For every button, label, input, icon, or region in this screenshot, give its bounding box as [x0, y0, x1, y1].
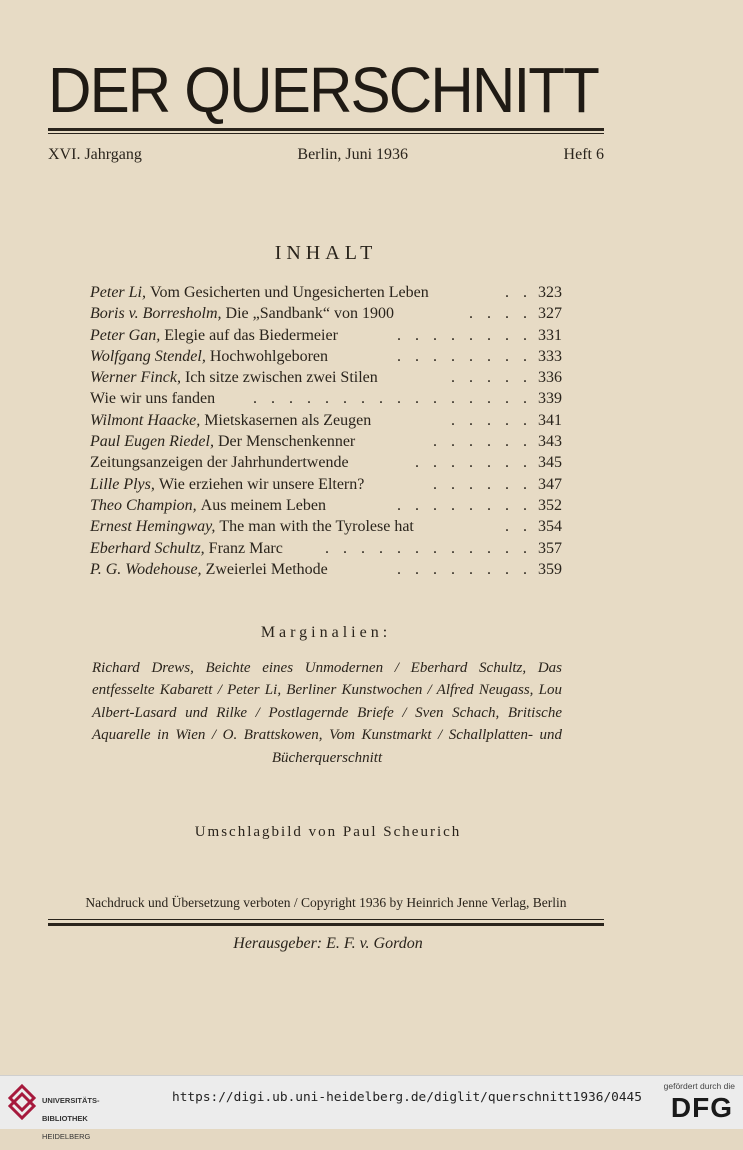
toc-page: 327 — [538, 305, 562, 323]
toc-author: Peter Li, — [90, 284, 146, 301]
toc-page: 333 — [538, 347, 562, 365]
toc-leader: . . . . . — [451, 369, 532, 387]
toc-leader: . . . . . . . . . . . . — [325, 539, 532, 557]
issue-date: Berlin, Juni 1936 — [297, 146, 409, 163]
toc-title: Die „Sandbank“ von 1900 — [225, 305, 394, 323]
editor-credit: Herausgeber: E. F. v. Gordon — [233, 935, 423, 952]
masthead-rule-thin — [48, 133, 604, 134]
toc-title: Elegie auf das Biedermeier — [164, 326, 338, 344]
toc-row — [90, 369, 562, 390]
table-of-contents — [90, 284, 562, 582]
toc-row — [90, 348, 562, 369]
library-name-line: HEIDELBERG — [42, 1132, 91, 1141]
toc-title: Wie wir uns fanden — [90, 390, 216, 408]
toc-leader: . . — [505, 284, 532, 301]
toc-page: 323 — [538, 284, 562, 301]
library-name-line: UNIVERSITÄTS- — [42, 1096, 100, 1105]
toc-leader: . . . . — [469, 305, 532, 323]
toc-row — [90, 540, 562, 561]
toc-author: Wilmont Haacke, — [90, 411, 201, 429]
toc-leader: . . . . . . . . — [397, 326, 532, 344]
toc-leader: . . . . . . . . — [397, 560, 532, 578]
toc-page: 357 — [538, 539, 562, 557]
masthead-title: DER QUERSCHNITT — [48, 54, 599, 126]
toc-row — [90, 412, 562, 433]
toc-author: Boris v. Borresholm, — [90, 305, 222, 323]
toc-row — [90, 433, 562, 454]
toc-leader: . . . . . . . . — [397, 347, 532, 365]
footer-rule-thick — [48, 923, 604, 926]
toc-title: Mietskasernen als Zeugen — [204, 411, 372, 429]
toc-leader: . . . . . . — [433, 475, 532, 493]
toc-leader: . . . . . — [451, 411, 532, 429]
issue-line — [48, 146, 604, 164]
issue-number: Heft 6 — [563, 146, 604, 163]
toc-page: 341 — [538, 411, 562, 429]
library-name-line: BIBLIOTHEK — [42, 1114, 88, 1123]
copyright-notice: Nachdruck und Übersetzung verboten / Copyright 1936 by Heinrich Jenne Verlag, Berlin — [85, 895, 567, 910]
toc-page: 343 — [538, 433, 562, 451]
university-library-logo-icon[interactable] — [8, 1084, 36, 1120]
toc-leader: . . . . . . . . — [397, 496, 532, 514]
toc-row — [90, 518, 562, 539]
toc-leader: . . . . . . . — [415, 454, 532, 472]
toc-author: Eberhard Schultz, — [90, 539, 205, 557]
marginalien-heading: Marginalien: — [260, 624, 392, 641]
toc-page: 331 — [538, 326, 562, 344]
toc-page: 345 — [538, 454, 562, 472]
toc-title: Franz Marc — [208, 539, 283, 557]
toc-title: Zeitungsanzeigen der Jahrhundertwende — [90, 454, 349, 472]
toc-author: Werner Finck, — [90, 369, 181, 387]
dfg-logo[interactable]: DFG — [670, 1092, 733, 1123]
toc-title: The man with the Tyrolese hat — [219, 518, 414, 536]
toc-title: Wie erziehen wir unsere Eltern? — [158, 475, 365, 493]
toc-author: Peter Gan, — [90, 326, 161, 344]
toc-page: 352 — [538, 496, 562, 514]
toc-author: P. G. Wodehouse, — [90, 560, 202, 578]
toc-author: Lille Plys, — [90, 475, 155, 493]
issue-volume: XVI. Jahrgang — [48, 146, 142, 163]
toc-page: 359 — [538, 560, 562, 578]
toc-page: 354 — [538, 518, 562, 536]
toc-title: Aus meinem Leben — [200, 496, 326, 514]
marginalien-text: Richard Drews, Beichte eines Unmodernen / Eberhard Schultz, Das entfesselte Kabarett / Peter Li, Berliner Kunstwochen / Alfred Neugass, Lou Albert-Lasard und Rilke / Postlagernde Briefe / Sven Schach, Britische Aquarelle in Wien / O. Brattskowen, Vom Kunstmarkt / Schallplatten- und Bücherquerschnitt — [92, 660, 562, 766]
toc-title: Zweierlei Methode — [205, 560, 328, 578]
toc-page: 336 — [538, 369, 562, 387]
toc-title: Ich sitze zwischen zwei Stilen — [184, 369, 378, 387]
toc-title: Der Menschenkenner — [217, 433, 356, 451]
library-name — [42, 1087, 100, 1150]
toc-title: Vom Gesicherten und Ungesicherten Leben — [150, 284, 429, 301]
toc-row — [90, 305, 562, 326]
toc-author: Wolfgang Stendel, — [90, 347, 206, 365]
toc-leader: . . . . . . . . . . . . . . . . — [253, 390, 532, 408]
contents-heading: INHALT — [274, 242, 378, 264]
funder-note: gefördert durch die — [663, 1081, 735, 1091]
toc-row — [90, 390, 562, 411]
toc-author: Theo Champion, — [90, 496, 197, 514]
cover-credit: Umschlagbild von Paul Scheurich — [194, 824, 462, 840]
toc-row — [90, 476, 562, 497]
toc-row — [90, 284, 562, 305]
toc-row — [90, 327, 562, 348]
toc-title: Hochwohlgeboren — [209, 347, 329, 365]
toc-leader: . . . . . . — [433, 433, 532, 451]
permalink-url[interactable]: https://digi.ub.uni-heidelberg.de/diglit/querschnitt1936/0445 — [172, 1090, 642, 1105]
masthead-rule-thick — [48, 128, 604, 131]
viewer-footer — [0, 1075, 743, 1141]
footer-rule-thin — [48, 919, 604, 920]
toc-author: Ernest Hemingway, — [90, 518, 216, 536]
toc-page: 339 — [538, 390, 562, 408]
toc-leader: . . — [505, 518, 532, 536]
toc-page: 347 — [538, 475, 562, 493]
toc-author: Paul Eugen Riedel, — [90, 433, 214, 451]
toc-row — [90, 561, 562, 582]
toc-row — [90, 454, 562, 475]
toc-row — [90, 497, 562, 518]
